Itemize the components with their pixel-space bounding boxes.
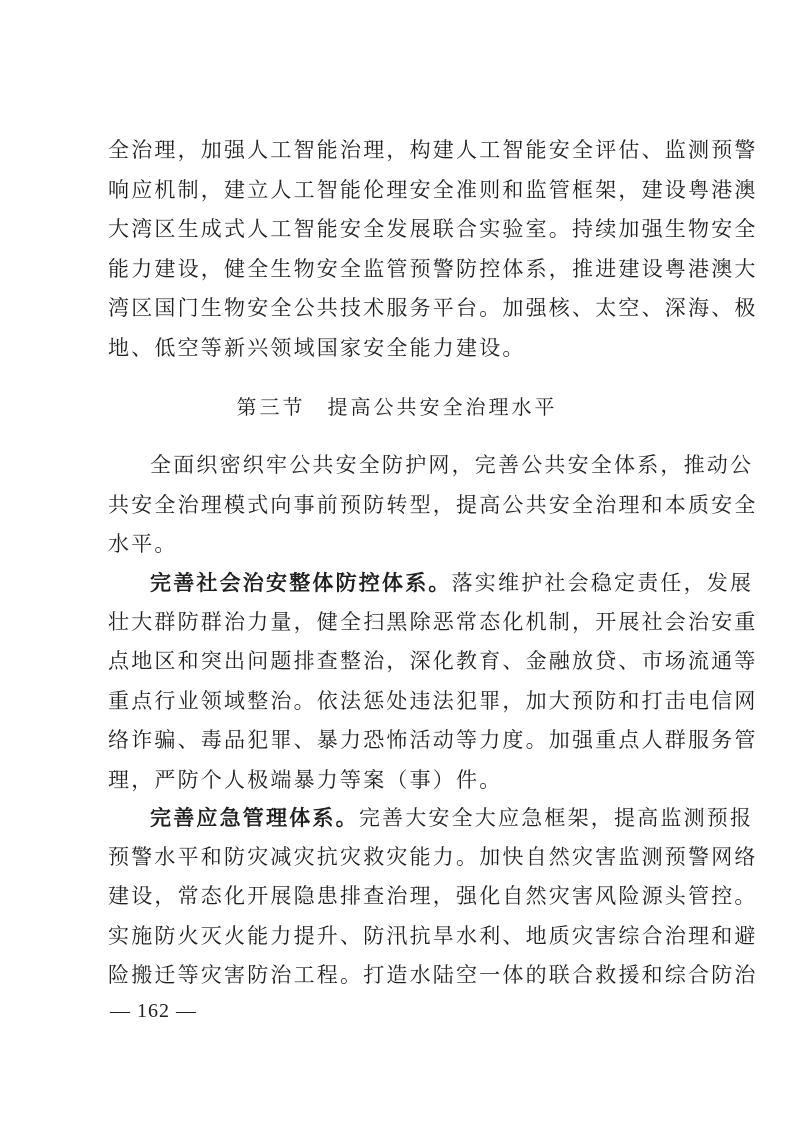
text-line: 壮大群防群治力量，健全扫黑除恶常态化机制，开展社会治安重 bbox=[108, 609, 758, 634]
text-line bbox=[108, 798, 754, 838]
paragraph-ai-bio-security bbox=[108, 131, 758, 368]
section-heading bbox=[0, 389, 794, 425]
paragraph-emergency-management bbox=[108, 798, 758, 996]
paragraph-public-order bbox=[108, 563, 758, 800]
lead-rest: 落实维护社会稳定责任，发展 bbox=[451, 571, 754, 595]
text-line: 络诈骗、毒品犯罪、暴力恐怖活动等力度。加强重点人群服务管 bbox=[108, 728, 758, 752]
text-line: 能力建设，健全生物安全监管预警防控体系，推进建设粤港澳大 bbox=[108, 256, 758, 281]
section-number: 第三节 bbox=[236, 395, 306, 419]
text-line: 地、低空等新兴领域国家安全能力建设。 bbox=[108, 335, 526, 360]
bold-lead: 完善社会治安整体防控体系。 bbox=[150, 570, 452, 595]
text-line: 大湾区生成式人工智能安全发展联合实验室。持续加强生物安全 bbox=[108, 217, 758, 241]
text-line: 点地区和突出问题排查整治，深化教育、金融放贷、市场流通等 bbox=[108, 649, 758, 673]
text-line: 全面织密织牢公共安全防护网，完善公共安全体系，推动公 bbox=[150, 453, 754, 477]
text-line: 实施防火灭火能力提升、防汛抗旱水利、地质灾害综合治理和避 bbox=[108, 923, 758, 948]
lead-rest: 完善大安全大应急框架，提高监测预报 bbox=[358, 806, 754, 830]
page-number: — 162 — bbox=[110, 1000, 197, 1022]
text-line: 理，严防个人极端暴力等案（事）件。 bbox=[108, 767, 503, 792]
bold-lead: 完善应急管理体系。 bbox=[150, 805, 359, 830]
text-line: 响应机制，建立人工智能伦理安全准则和监管框架，建设粤港澳 bbox=[108, 177, 758, 202]
text-line: 重点行业领域整治。依法惩处违法犯罪，加大预防和打击电信网 bbox=[108, 688, 758, 713]
text-line: 建设，常态化开展隐患排查治理，强化自然灾害风险源头管控。 bbox=[108, 884, 758, 908]
paragraph-intro bbox=[108, 446, 758, 565]
text-line bbox=[108, 563, 754, 603]
section-title: 提高公共安全治理水平 bbox=[327, 395, 558, 419]
text-line: 预警水平和防灾减灾抗灾救灾能力。加快自然灾害监测预警网络 bbox=[108, 844, 758, 869]
text-line: 共安全治理模式向事前预防转型，提高公共安全治理和本质安全 bbox=[108, 492, 758, 517]
text-line: 湾区国门生物安全公共技术服务平台。加强核、太空、深海、极 bbox=[108, 296, 758, 320]
text-line: 水平。 bbox=[108, 532, 178, 556]
text-line: 险搬迁等灾害防治工程。打造水陆空一体的联合救援和综合防治 bbox=[108, 963, 758, 987]
text-line: 全治理，加强人工智能治理，构建人工智能安全评估、监测预警 bbox=[108, 138, 758, 162]
